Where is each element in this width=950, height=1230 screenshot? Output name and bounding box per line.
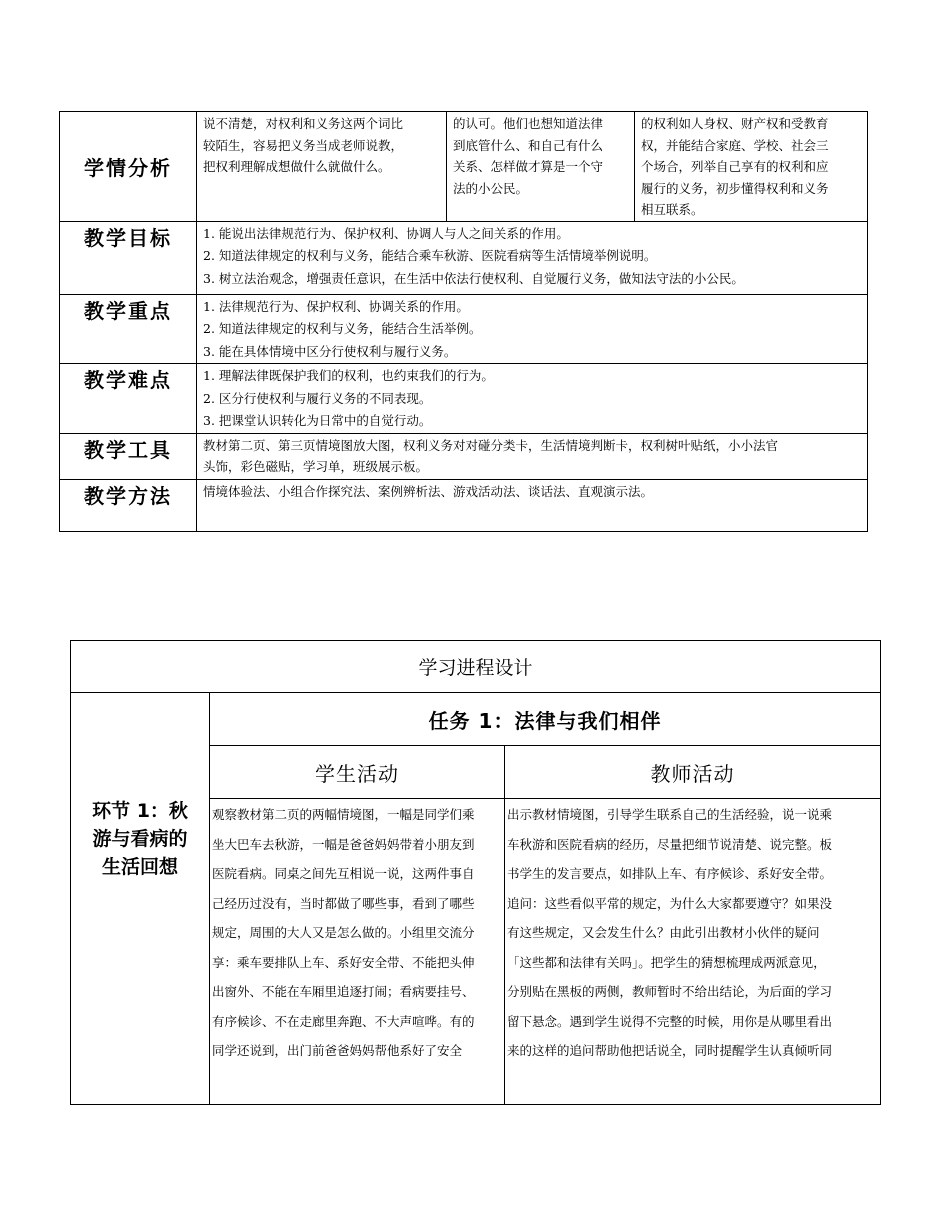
analysis-col3 <box>635 112 868 222</box>
stage-line: 游与看病的 <box>92 827 188 850</box>
label-key-points: 教学重点 <box>60 294 197 364</box>
list-item: 1. 能说出法律规范行为、保护权利、协调人与人之间关系的作用。 <box>203 225 569 241</box>
text-line: 关系、怎样做才算是一个守 <box>453 159 604 174</box>
row-process-title <box>71 641 881 693</box>
text-line: 把权利理解成想做什么就做什么。 <box>203 159 391 174</box>
list-item: 3. 树立法治观念，增强责任意识，在生活中依法行使权利、自觉履行义务，做知法守法的小公民。 <box>203 270 744 286</box>
text-line: 追问：这些看似平常的规定，为什么大家都要遵守？如果没 <box>507 895 833 911</box>
text-line: 履行的义务，初步懂得权利和义务 <box>641 180 829 196</box>
process-title: 学习进程设计 <box>71 641 881 693</box>
teacher-activity-text <box>505 799 881 1105</box>
stage-label <box>71 693 210 1105</box>
tools-text <box>197 433 868 479</box>
list-item: 1. 法律规范行为、保护权利、协调关系的作用。 <box>203 298 469 314</box>
goals-list <box>197 221 868 294</box>
student-activity-text <box>210 799 505 1105</box>
learning-process-table <box>70 640 881 1105</box>
text-line: 较陌生，容易把义务当成老师说教， <box>203 137 404 153</box>
text-line: 的权利如人身权、财产权和受教育 <box>641 116 829 131</box>
list-item: 3. 把课堂认识转化为日常中的自觉行动。 <box>203 413 432 428</box>
text-line: 出示教材情境图，引导学生联系自己的生活经验，说一说乘 <box>507 807 833 822</box>
list-item: 2. 区分行使权利与履行义务的不同表现。 <box>203 390 432 406</box>
text-line: 车秋游和医院看病的经历，尽量把细节说清楚、说完整。板 <box>507 836 833 852</box>
list-item: 3. 能在具体情境中区分行使权利与履行义务。 <box>203 343 457 359</box>
teaching-plan-table <box>59 111 868 532</box>
text-line: 观察教材第二页的两幅情境图，一幅是同学们乘 <box>212 807 475 822</box>
row-goals <box>60 221 868 294</box>
text-line: 说不清楚，对权利和义务这两个词比 <box>203 116 404 131</box>
text-line: 教材第二页、第三页情境图放大图，权利义务对对碰分类卡，生活情境判断卡，权利树叶贴纸，小小法官 <box>203 437 779 453</box>
text-line: 「这些都和法律有关吗」。把学生的猜想梳理成两派意见， <box>507 954 826 970</box>
label-tools: 教学工具 <box>60 433 197 479</box>
text-line: 到底管什么、和自己有什么 <box>453 137 604 153</box>
row-analysis <box>60 112 868 222</box>
label-difficulties: 教学难点 <box>60 364 197 434</box>
text-line: 相互联系。 <box>641 202 704 217</box>
row-key-points <box>60 294 868 364</box>
text-line: 分别贴在黑板的两侧，教师暂时不给出结论，为后面的学习 <box>507 984 833 999</box>
label-methods: 教学方法 <box>60 479 197 531</box>
text-line: 医院看病。同桌之间先互相说一说，这两件事自 <box>212 866 475 881</box>
label-analysis: 学情分析 <box>60 112 197 222</box>
text-line: 个场合，列举自己享有的权利和应 <box>641 159 829 174</box>
text-line: 坐大巴车去秋游，一幅是爸爸妈妈带着小朋友到 <box>212 836 475 852</box>
text-line: 规定，周围的大人又是怎么做的。小组里交流分 <box>212 925 475 940</box>
key-points-list <box>197 294 868 364</box>
stage-line: 环节 1：秋 <box>92 799 188 822</box>
student-activity-header: 学生活动 <box>210 746 505 799</box>
text-line: 同学还说到，出门前爸爸妈妈帮他系好了安全 <box>212 1043 463 1058</box>
list-item: 2. 知道法律规定的权利与义务，能结合乘车秋游、医院看病等生活情境举例说明。 <box>203 248 657 263</box>
row-methods <box>60 479 868 531</box>
analysis-col2 <box>447 112 635 222</box>
text-line: 享：乘车要排队上车、系好安全带、不能把头伸 <box>212 954 475 970</box>
task-title: 任务 1：法律与我们相伴 <box>210 693 881 746</box>
text-line: 来的这样的追问帮助他把话说全，同时提醒学生认真倾听同 <box>507 1043 833 1058</box>
text-line: 书学生的发言要点，如排队上车、有序候诊、系好安全带。 <box>507 866 833 881</box>
analysis-col1 <box>197 112 447 222</box>
list-item: 2. 知道法律规定的权利与义务，能结合生活举例。 <box>203 321 482 336</box>
label-goals: 教学目标 <box>60 221 197 294</box>
difficulties-list <box>197 364 868 434</box>
text-line: 的认可。他们也想知道法律 <box>453 116 604 131</box>
text-line: 有序候诊、不在走廊里奔跑、不大声喧哗。有的 <box>212 1013 475 1029</box>
text-line: 出窗外、不能在车厢里追逐打闹；看病要挂号、 <box>212 984 475 999</box>
methods-text: 情境体验法、小组合作探究法、案例辨析法、游戏活动法、谈话法、直观演示法。 <box>197 479 868 531</box>
row-task <box>71 693 881 746</box>
teacher-activity-header: 教师活动 <box>505 746 881 799</box>
text-line: 己经历过没有，当时都做了哪些事，看到了哪些 <box>212 895 475 911</box>
text-line: 头饰，彩色磁贴，学习单，班级展示板。 <box>203 459 429 474</box>
text-line: 法的小公民。 <box>453 180 529 196</box>
row-tools <box>60 433 868 479</box>
text-line: 有这些规定，又会发生什么？由此引出教材小伙伴的疑问 <box>507 925 820 940</box>
stage-line: 生活回想 <box>101 855 178 878</box>
text-line: 留下悬念。遇到学生说得不完整的时候，用你是从哪里看出 <box>507 1013 833 1029</box>
text-line: 权，并能结合家庭、学校、社会三 <box>641 137 829 153</box>
row-difficulties <box>60 364 868 434</box>
list-item: 1. 理解法律既保护我们的权利，也约束我们的行为。 <box>203 368 494 383</box>
